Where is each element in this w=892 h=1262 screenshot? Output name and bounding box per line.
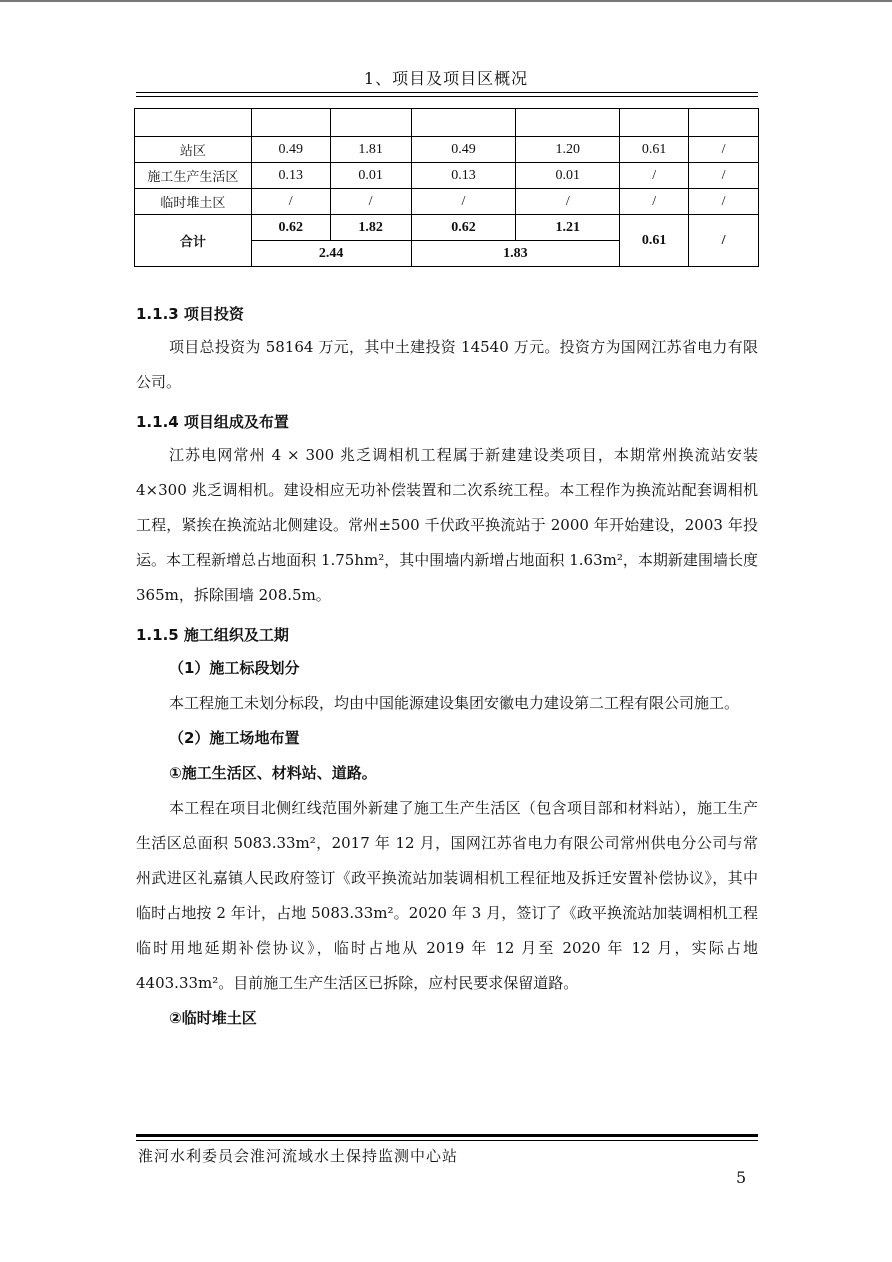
table-cell: / [689, 189, 759, 215]
table-cell: 1.82 [330, 215, 411, 241]
table-cell: 0.62 [251, 215, 330, 241]
total-label: 合计 [135, 215, 252, 267]
table-cell: 0.13 [411, 163, 516, 189]
paragraph: 项目总投资为 58164 万元，其中土建投资 14540 万元。投资方为国网江苏省电力有限公司。 [136, 338, 758, 391]
table-cell: 1.21 [516, 215, 620, 241]
subheading: ②临时堆土区 [169, 1009, 257, 1027]
footer-rule [136, 1140, 758, 1141]
table-row [135, 137, 759, 163]
paragraph: 本工程在项目北侧红线范围外新建了施工生产生活区（包含项目部和材料站），施工生产生活区总面积 5083.33m²，2017 年 12 月，国网江苏省电力有限公司常州供电分公司与常州武进区礼嘉镇人民政府签订《政平换流站加装调相机工程征地及拆迁安置补偿协议》，其中临时占地按 2 年计，占地 5083.33m²。2020 年 3 月，签订了《政平换流站加装调相机工程临时用地延期补偿协议》，临时占地从 2019 年 12 月至 2020 年 12 月，实际占地 4403.33m²。目前施工生产生活区已拆除，应村民要求保留道路。 [136, 799, 758, 992]
subheading: ①施工生活区、材料站、道路。 [169, 764, 377, 782]
section-heading: 1.1.5 施工组织及工期 [136, 626, 289, 644]
table-cell [330, 109, 411, 137]
table-cell: / [251, 189, 330, 215]
table-row-total [135, 215, 759, 241]
table-cell: 0.49 [411, 137, 516, 163]
table-cell: 0.01 [516, 163, 620, 189]
section-heading: 1.1.3 项目投资 [136, 305, 244, 323]
table-cell: 1.81 [330, 137, 411, 163]
table-row [135, 163, 759, 189]
header-rule [136, 92, 758, 97]
page-footer: 淮河水利委员会淮河流域水土保持监测中心站 [138, 1147, 459, 1165]
table-cell: 0.62 [411, 215, 516, 241]
table-cell: / [516, 189, 620, 215]
table-cell [516, 109, 620, 137]
paragraph: 本工程施工未划分标段，均由中国能源建设集团安徽电力建设第二工程有限公司施工。 [169, 694, 740, 712]
footer-rule [136, 1134, 758, 1137]
table-cell: 1.83 [411, 241, 620, 267]
subheading: （1）施工标段划分 [169, 659, 300, 677]
table-cell [620, 109, 689, 137]
table-cell: / [411, 189, 516, 215]
table-cell: 0.61 [620, 215, 689, 267]
paragraph: 江苏电网常州 4 × 300 兆乏调相机工程属于新建建设类项目，本期常州换流站安装 4×300 兆乏调相机。建设相应无功补偿装置和二次系统工程。本工程作为换流站配套调相机工程，紧挨在换流站北侧建设。常州±500 千伏政平换流站于 2000 年开始建设，2003 年投运。本工程新增总占地面积 1.75hm²，其中围墙内新增占地面积 1.63m²，本期新建围墙长度 365m，拆除围墙 208.5m。 [136, 446, 758, 604]
subheading: （2）施工场地布置 [169, 729, 300, 747]
table-cell: / [689, 163, 759, 189]
table-cell: 2.44 [251, 241, 411, 267]
table-cell: / [689, 137, 759, 163]
table-cell: 0.13 [251, 163, 330, 189]
row-label: 施工生产生活区 [135, 163, 252, 189]
row-label: 临时堆土区 [135, 189, 252, 215]
table-cell: / [620, 189, 689, 215]
table-cell: / [689, 215, 759, 267]
page-top-border [0, 0, 892, 2]
table-cell: / [330, 189, 411, 215]
table-cell: / [620, 163, 689, 189]
table-cell [251, 109, 330, 137]
table-cell [135, 109, 252, 137]
table-cell [411, 109, 516, 137]
row-label: 站区 [135, 137, 252, 163]
area-table [134, 108, 759, 267]
table-cell: 0.01 [330, 163, 411, 189]
page-header: 1、项目及项目区概况 [363, 69, 529, 88]
table-row [135, 109, 759, 137]
table-cell: 0.61 [620, 137, 689, 163]
section-heading: 1.1.4 项目组成及布置 [136, 413, 289, 431]
table-cell: 0.49 [251, 137, 330, 163]
table-cell [689, 109, 759, 137]
table-row [135, 189, 759, 215]
body-content [136, 294, 758, 1036]
page-number: 5 [736, 1168, 747, 1187]
table-cell: 1.20 [516, 137, 620, 163]
